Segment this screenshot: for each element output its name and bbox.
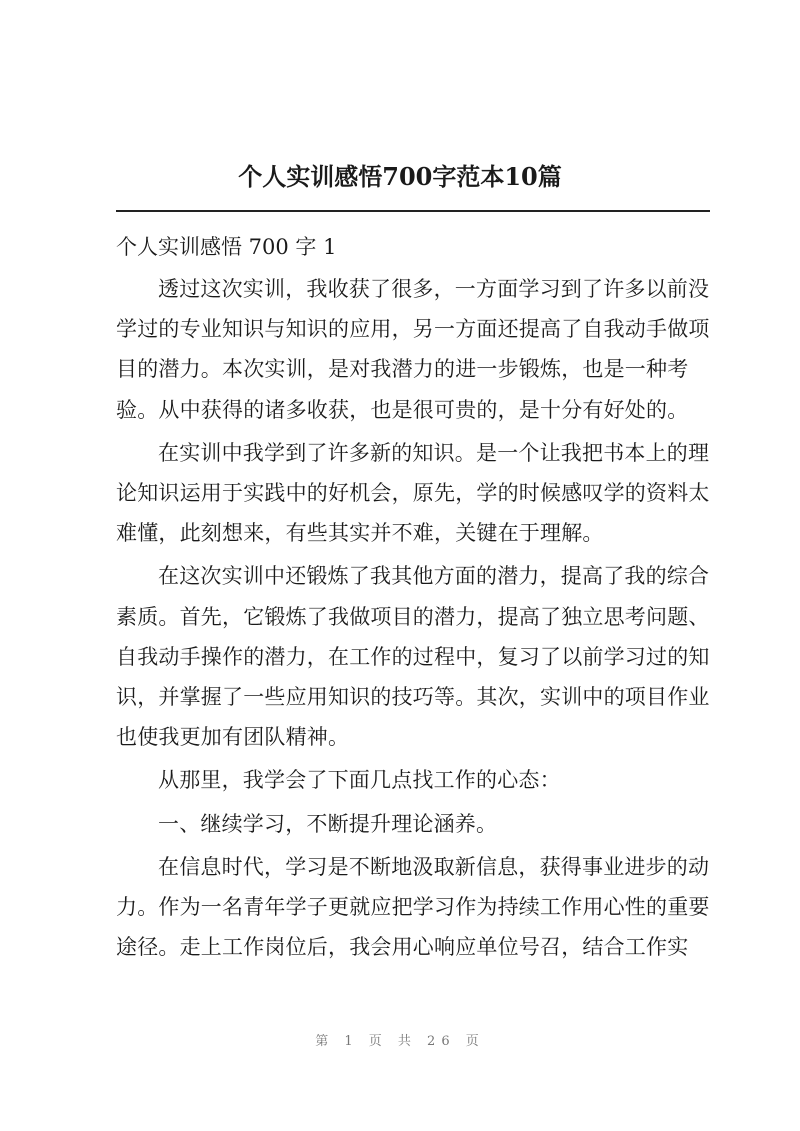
section-heading: 个人实训感悟 700 字 1 [116, 235, 337, 259]
paragraph: 在这次实训中还锻炼了我其他方面的潜力，提高了我的综合素质。首先，它锻炼了我做项目的潜力，提高了独立思考问题、自我动手操作的潜力，在工作的过程中，复习了以前学习过的知识，并掌握了一些应用知识的技巧等。其次，实训中的项目作业也使我更加有团队精神。 [116, 564, 710, 750]
document-title: 个人实训感悟700字范本10篇 [238, 162, 562, 191]
paragraph: 在信息时代，学习是不断地汲取新信息，获得事业进步的动力。作为一名青年学子更就应把学习作为持续工作用心性的重要途径。走上工作岗位后，我会用心响应单位号召，结合工作实 [116, 854, 710, 960]
document-body [116, 225, 710, 970]
paragraph: 从那里，我学会了下面几点找工作的心态： [158, 768, 561, 793]
title-divider [116, 210, 710, 212]
paragraph: 透过这次实训，我收获了很多，一方面学习到了许多以前没学过的专业知识与知识的应用，另一方面还提高了自我动手做项目的潜力。本次实训，是对我潜力的进一步锻炼，也是一种考验。从中获得的诸多收获，也是很可贵的，是十分有好处的。 [116, 277, 710, 422]
paragraph: 一、继续学习，不断提升理论涵养。 [158, 811, 498, 836]
paragraph: 在实训中我学到了许多新的知识。是一个让我把书本上的理论知识运用于实践中的好机会，原先，学的时候感叹学的资料太难懂，此刻想来，有些其实并不难，关键在于理解。 [116, 440, 710, 546]
page-number-footer: 第 1 页 共 26 页 [315, 1034, 485, 1049]
